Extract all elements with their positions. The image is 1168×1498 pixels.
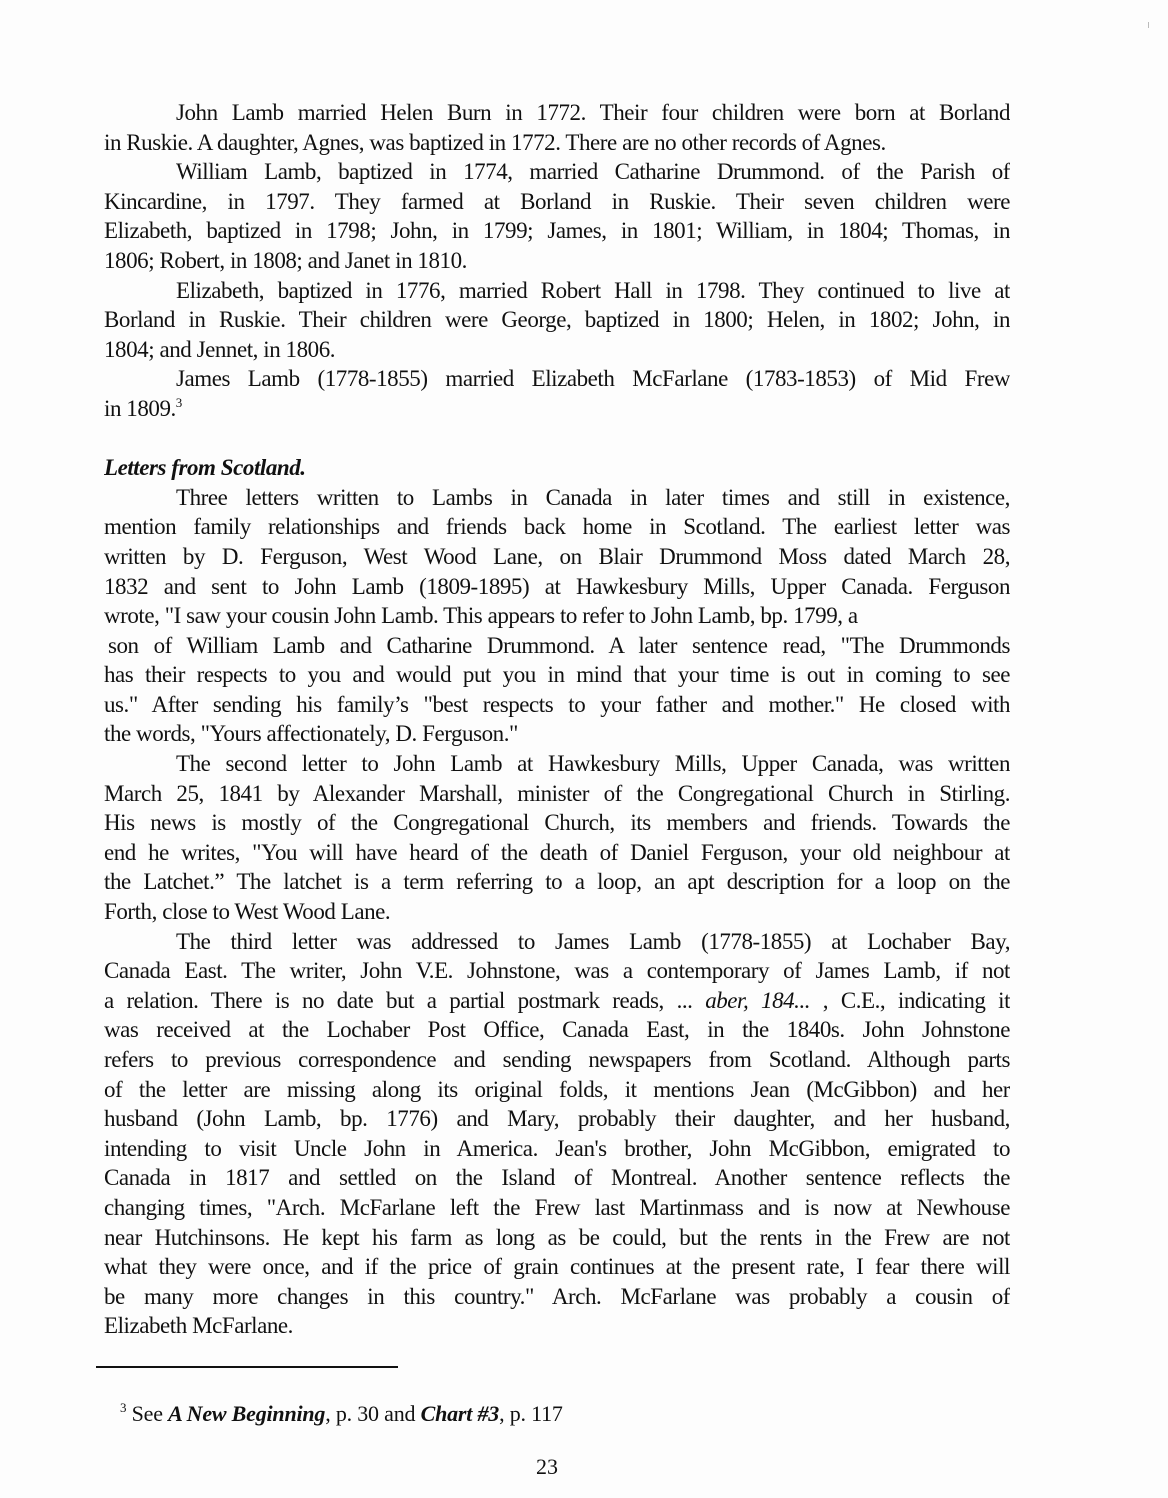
footnote (120, 1401, 563, 1427)
text-line: Canada East. The writer, John V.E. Johnstone, was a contemporary of James Lamb, if not (104, 958, 1010, 984)
text-line: refers to previous correspondence and sending newspapers from Scotland. Although parts (104, 1047, 1010, 1072)
text-line: Elizabeth, baptized in 1798; John, in 1799; James, in 1801; William, in 1804; Thomas, in (104, 218, 1010, 244)
text-line: near Hutchinsons. He kept his farm as long as be could, but the rents in the Frew are not (104, 1224, 1010, 1250)
text-line: end he writes, "You will have heard of the death of Daniel Ferguson, your old neighbour at (104, 839, 1010, 865)
text-line: us." After sending his family’s "best respects to your father and mother." He closed with (104, 691, 1010, 717)
text-line: was received at the Lochaber Post Office, Canada East, in the 1840s. John Johnstone (104, 1017, 1010, 1043)
text-line: has their respects to you and would put you in mind that your time is out in coming to see (104, 662, 1010, 688)
section-heading: Letters from Scotland. (104, 455, 306, 481)
text-line: son of William Lamb and Catharine Drummond. A later sentence read, "The Drummonds (108, 632, 1010, 658)
footnote-text: See (126, 1401, 169, 1426)
scan-mark (1148, 22, 1149, 28)
text-line: the Latchet.” The latchet is a term referring to a loop, an apt description for a loop on the (104, 869, 1010, 895)
footnote-text: , p. 117 (499, 1401, 563, 1426)
text-line: Canada in 1817 and settled on the Island of Montreal. Another sentence reflects the (104, 1165, 1010, 1191)
text-line: what they were once, and if the price of grain continues at the present rate, I fear there will (104, 1254, 1010, 1280)
footnote-number: 3 (120, 1400, 127, 1415)
body-text (104, 98, 1010, 1341)
text-line: intending to visit Uncle John in America. Jean's brother, John McGibbon, emigrated to (104, 1135, 1010, 1161)
text-line: The third letter was addressed to James Lamb (1778-1855) at Lochaber Bay, (176, 928, 1010, 954)
footnote-title-chart: Chart #3 (420, 1401, 500, 1426)
spacer (104, 424, 1010, 454)
text-line: mention family relationships and friends back home in Scotland. The earliest letter was (104, 514, 1010, 540)
text-line (104, 986, 1010, 1016)
text-span: in 1809. (104, 395, 176, 421)
text-line: The second letter to John Lamb at Hawkesbury Mills, Upper Canada, was written (176, 751, 1010, 777)
text-line: Three letters written to Lambs in Canada in later times and still in existence, (176, 484, 1010, 510)
text-line: March 25, 1841 by Alexander Marshall, minister of the Congregational Church in Stirling. (104, 780, 1010, 806)
text-line: Elizabeth McFarlane. (104, 1313, 293, 1339)
text-line: James Lamb (1778-1855) married Elizabeth McFarlane (1783-1853) of Mid Frew (176, 366, 1010, 392)
text-line: be many more changes in this country." Arch. McFarlane was probably a cousin of (104, 1283, 1010, 1309)
footnote-divider (96, 1366, 398, 1368)
text-line: written by D. Ferguson, West Wood Lane, on Blair Drummond Moss dated March 28, (104, 543, 1010, 569)
text-line: of the letter are missing along its original folds, it mentions Jean (McGibbon) and her (104, 1076, 1010, 1102)
text-line: the words, "Yours affectionately, D. Ferguson." (104, 721, 518, 747)
text-line: changing times, "Arch. McFarlane left the Frew last Martinmass and is now at Newhouse (104, 1194, 1010, 1220)
footnote-text: , p. 30 and (325, 1401, 421, 1426)
text-span: , C.E., indicating it (810, 987, 1010, 1013)
text-line: Forth, close to West Wood Lane. (104, 899, 391, 925)
text-line: William Lamb, baptized in 1774, married Catharine Drummond. of the Parish of (176, 159, 1010, 185)
text-line: John Lamb married Helen Burn in 1772. Their four children were born at Borland (176, 100, 1010, 125)
text-line: Kincardine, in 1797. They farmed at Borland in Ruskie. Their seven children were (104, 188, 1010, 214)
text-line: Borland in Ruskie. Their children were George, baptized in 1800; Helen, in 1802; John, in (104, 307, 1010, 333)
text-line: wrote, "I saw your cousin John Lamb. This appears to refer to John Lamb, bp. 1799, a (104, 603, 858, 629)
text-line: 1832 and sent to John Lamb (1809-1895) at Hawkesbury Mills, Upper Canada. Ferguson (104, 573, 1010, 599)
text-line (104, 394, 1010, 424)
text-line: husband (John Lamb, bp. 1776) and Mary, probably their daughter, and her husband, (104, 1106, 1010, 1132)
footnote-ref[interactable]: 3 (175, 394, 182, 410)
text-line: His news is mostly of the Congregational Church, its members and friends. Towards the (104, 810, 1010, 836)
page-number: 23 (536, 1454, 558, 1479)
postmark-text: aber, 184... (705, 987, 811, 1013)
text-span: a relation. There is no date but a partial postmark reads, ... (104, 987, 706, 1013)
text-line: in Ruskie. A daughter, Agnes, was baptized in 1772. There are no other records of Agnes. (104, 129, 886, 155)
footnote-title-book: A New Beginning (168, 1401, 326, 1426)
text-line: 1804; and Jennet, in 1806. (104, 336, 336, 362)
text-line: Elizabeth, baptized in 1776, married Robert Hall in 1798. They continued to live at (176, 277, 1010, 303)
text-line: 1806; Robert, in 1808; and Janet in 1810. (104, 247, 467, 273)
